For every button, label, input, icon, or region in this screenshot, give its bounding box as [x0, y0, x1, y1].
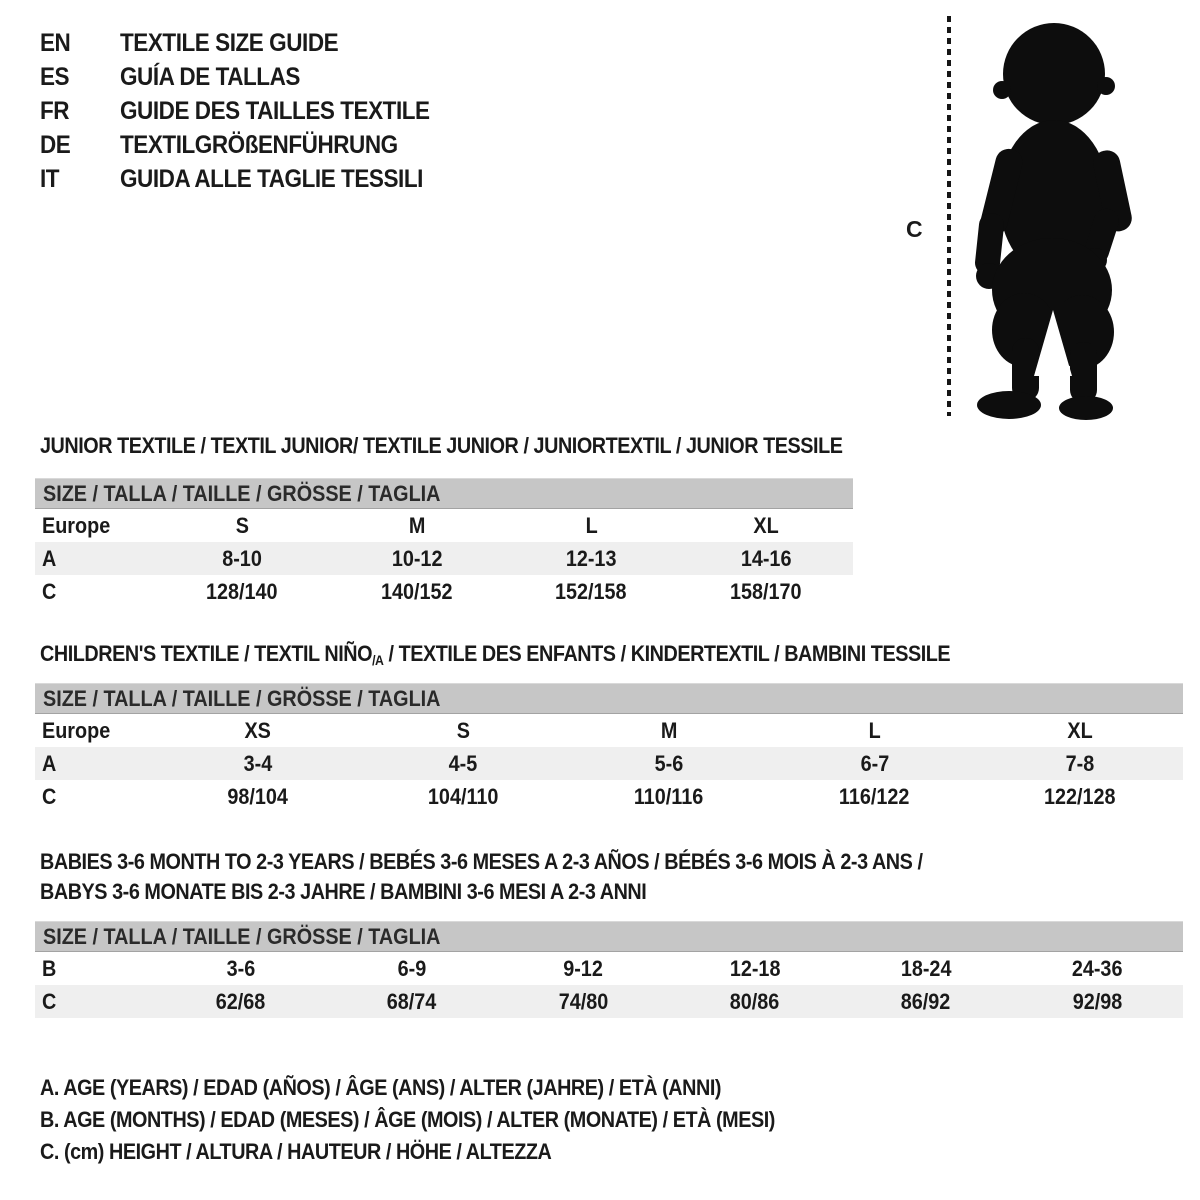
size-value-cell: XS	[244, 717, 272, 743]
size-value-cell: 122/128	[1044, 783, 1116, 809]
size-value-cell: S	[235, 512, 249, 538]
size-value-cell: 128/140	[206, 578, 279, 604]
guide-title-it: GUIDA ALLE TAGLIE TESSILI	[120, 164, 423, 193]
children-section-title: CHILDREN'S TEXTILE / TEXTIL NIÑO/A / TEXTILE DES ENFANTS / KINDERTEXTIL / BAMBINI TESSILE	[40, 641, 951, 668]
babies-table-header: SIZE / TALLA / TAILLE / GRÖSSE / TAGLIA	[35, 921, 1183, 952]
lang-code: FR	[40, 96, 70, 125]
babies-size-table	[35, 921, 1183, 1018]
size-value-cell: 14-16	[740, 545, 792, 571]
size-value-cell: 152/158	[555, 578, 628, 604]
language-title-list	[40, 26, 464, 196]
size-value-cell: S	[456, 717, 470, 743]
size-value-cell: 8-10	[222, 545, 263, 571]
junior-table-header: SIZE / TALLA / TAILLE / GRÖSSE / TAGLIA	[35, 478, 853, 509]
row-label: C	[42, 988, 57, 1014]
lang-code: DE	[40, 130, 71, 159]
junior-size-table	[35, 478, 853, 608]
children-table-header: SIZE / TALLA / TAILLE / GRÖSSE / TAGLIA	[35, 683, 1183, 714]
children-row-a	[35, 747, 1183, 780]
toddler-silhouette-image	[962, 10, 1152, 422]
size-value-cell: 12-18	[729, 955, 780, 981]
size-value-cell: 110/116	[634, 783, 704, 809]
size-value-cell: 140/152	[380, 578, 453, 604]
size-value-cell: 74/80	[558, 988, 609, 1014]
size-value-cell: 10-12	[391, 545, 443, 571]
babies-row-b	[35, 952, 1183, 985]
size-value-cell: 104/110	[428, 783, 499, 809]
height-dashed-line	[947, 16, 951, 416]
size-value-cell: 5-6	[654, 750, 684, 776]
children-row-c	[35, 780, 1183, 813]
size-value-cell: 158/170	[729, 578, 802, 604]
lang-row-it	[40, 162, 464, 196]
guide-title-en: TEXTILE SIZE GUIDE	[120, 28, 339, 57]
lang-code: ES	[40, 62, 70, 91]
guide-title-de: TEXTILGRÖßENFÜHRUNG	[120, 130, 398, 159]
legend-age-years: A. AGE (YEARS) / EDAD (AÑOS) / ÂGE (ANS) / ALTER (JAHRE) / ETÀ (ANNI)	[40, 1075, 722, 1100]
babies-row-c	[35, 985, 1183, 1018]
row-label: B	[42, 955, 57, 981]
size-value-cell: 6-9	[397, 955, 427, 981]
size-value-cell: 24-36	[1071, 955, 1123, 981]
size-value-cell: M	[408, 512, 425, 538]
children-size-table	[35, 683, 1183, 813]
size-value-cell: 6-7	[860, 750, 889, 776]
row-label: C	[42, 578, 57, 604]
size-value-cell: 7-8	[1065, 750, 1095, 776]
size-value-cell: L	[868, 717, 881, 743]
junior-row-europe	[35, 509, 853, 542]
measure-legend	[40, 1072, 857, 1168]
junior-section-title: JUNIOR TEXTILE / TEXTIL JUNIOR/ TEXTILE JUNIOR / JUNIORTEXTIL / JUNIOR TESSILE	[40, 433, 843, 458]
size-value-cell: 80/86	[729, 988, 780, 1014]
size-value-cell: 9-12	[563, 955, 604, 981]
legend-age-months: B. AGE (MONTHS) / EDAD (MESES) / ÂGE (MOIS) / ALTER (MONATE) / ETÀ (MESI)	[40, 1107, 775, 1132]
size-value-cell: 86/92	[901, 988, 951, 1014]
row-label: Europe	[42, 717, 111, 743]
size-value-cell: 62/68	[215, 988, 266, 1014]
babies-section-title-line1: BABIES 3-6 MONTH TO 2-3 YEARS / BEBÉS 3-6 MESES A 2-3 AÑOS / BÉBÉS 3-6 MOIS À 2-3 ANS /	[40, 849, 923, 874]
junior-row-c	[35, 575, 853, 608]
size-value-cell: 98/104	[227, 783, 289, 809]
size-value-cell: 116/122	[839, 783, 910, 809]
size-value-cell: 12-13	[565, 545, 617, 571]
size-value-cell: 4-5	[449, 750, 478, 776]
lang-row-fr	[40, 94, 464, 128]
size-value-cell: XL	[1067, 717, 1093, 743]
legend-height-cm: C. (cm) HEIGHT / ALTURA / HAUTEUR / HÖHE / ALTEZZA	[40, 1139, 552, 1164]
size-value-cell: 3-4	[243, 750, 273, 776]
size-value-cell: XL	[753, 512, 779, 538]
junior-row-a	[35, 542, 853, 575]
size-value-cell: L	[585, 512, 598, 538]
lang-row-en	[40, 26, 464, 60]
babies-section-title-line2: BABYS 3-6 MONATE BIS 2-3 JAHRE / BAMBINI 3-6 MESI A 2-3 ANNI	[40, 879, 647, 904]
guide-title-fr: GUIDE DES TAILLES TEXTILE	[120, 96, 430, 125]
size-value-cell: 18-24	[900, 955, 952, 981]
guide-title-es: GUÍA DE TALLAS	[120, 62, 300, 91]
lang-code: EN	[40, 28, 71, 57]
row-label: A	[42, 750, 57, 776]
children-row-europe	[35, 714, 1183, 747]
row-label: Europe	[42, 512, 111, 538]
lang-row-es	[40, 60, 464, 94]
size-value-cell: M	[660, 717, 678, 743]
size-value-cell: 92/98	[1072, 988, 1123, 1014]
row-label: A	[42, 545, 57, 571]
row-label: C	[42, 783, 57, 809]
size-value-cell: 3-6	[226, 955, 255, 981]
lang-row-de	[40, 128, 464, 162]
height-measure-label: C	[906, 216, 923, 242]
size-value-cell: 68/74	[387, 988, 437, 1014]
lang-code: IT	[40, 164, 60, 193]
